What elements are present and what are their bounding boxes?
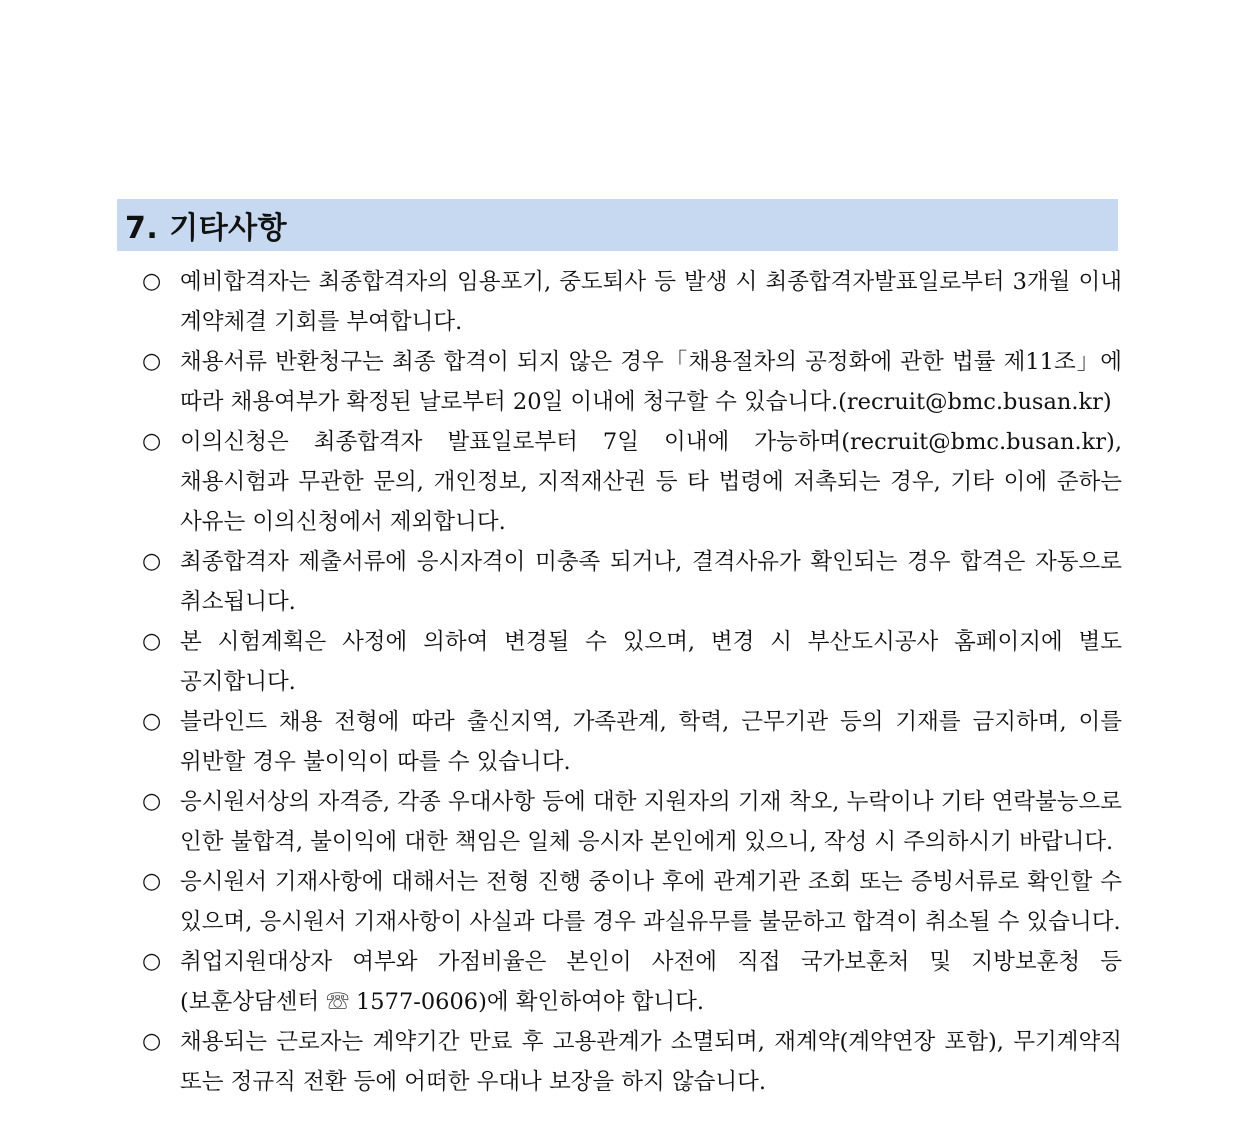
section-header	[117, 199, 1118, 251]
circle-bullet-icon: ○	[142, 549, 162, 574]
notice-text: 블라인드 채용 전형에 따라 출신지역, 가족관계, 학력, 근무기관 등의 기재를 금지하며, 이를 위반할 경우 불이익이 따를 수 있습니다.	[180, 709, 1122, 775]
notice-text: 취업지원대상자 여부와 가점비율은 본인이 사전에 직접 국가보훈처 및 지방보훈청 등(보훈상담센터 ☏ 1577-0606)에 확인하여야 합니다.	[180, 949, 1122, 1015]
notice-text: 응시원서 기재사항에 대해서는 전형 진행 중이나 후에 관계기관 조회 또는 증빙서류로 확인할 수 있으며, 응시원서 기재사항이 사실과 다를 경우 과실유무를 불문하고 합격이 취소될 수 있습니다.	[180, 869, 1122, 935]
notice-item	[140, 782, 1122, 862]
notice-item	[140, 422, 1122, 542]
notice-item	[140, 702, 1122, 782]
notice-text: 본 시험계획은 사정에 의하여 변경될 수 있으며, 변경 시 부산도시공사 홈페이지에 별도 공지합니다.	[180, 629, 1122, 695]
circle-bullet-icon: ○	[142, 349, 162, 374]
notice-item	[140, 342, 1122, 422]
notice-item	[140, 942, 1122, 1022]
circle-bullet-icon: ○	[142, 629, 162, 654]
circle-bullet-icon: ○	[142, 429, 162, 454]
notice-text: 응시원서상의 자격증, 각종 우대사항 등에 대한 지원자의 기재 착오, 누락이나 기타 연락불능으로 인한 불합격, 불이익에 대한 책임은 일체 응시자 본인에게 있으니, 작성 시 주의하시기 바랍니다.	[180, 789, 1122, 855]
circle-bullet-icon: ○	[142, 949, 162, 974]
notice-text: 채용서류 반환청구는 최종 합격이 되지 않은 경우「채용절차의 공정화에 관한 법률 제11조」에 따라 채용여부가 확정된 날로부터 20일 이내에 청구할 수 있습니다.(recruit@bmc.busan.kr)	[180, 349, 1122, 415]
notice-text: 예비합격자는 최종합격자의 임용포기, 중도퇴사 등 발생 시 최종합격자발표일로부터 3개월 이내 계약체결 기회를 부여합니다.	[180, 269, 1122, 335]
notice-item	[140, 622, 1122, 702]
circle-bullet-icon: ○	[142, 1029, 162, 1054]
notice-item	[140, 542, 1122, 622]
notice-list	[140, 262, 1122, 1102]
notice-text: 최종합격자 제출서류에 응시자격이 미충족 되거나, 결격사유가 확인되는 경우 합격은 자동으로 취소됩니다.	[180, 549, 1122, 615]
notice-item	[140, 262, 1122, 342]
notice-text: 이의신청은 최종합격자 발표일로부터 7일 이내에 가능하며(recruit@bmc.busan.kr), 채용시험과 무관한 문의, 개인정보, 지적재산권 등 타 법령에 저촉되는 경우, 기타 이에 준하는 사유는 이의신청에서 제외합니다.	[180, 429, 1122, 535]
circle-bullet-icon: ○	[142, 269, 162, 294]
notice-text: 채용되는 근로자는 계약기간 만료 후 고용관계가 소멸되며, 재계약(계약연장 포함), 무기계약직 또는 정규직 전환 등에 어떠한 우대나 보장을 하지 않습니다.	[180, 1029, 1122, 1095]
notice-item	[140, 862, 1122, 942]
circle-bullet-icon: ○	[142, 709, 162, 734]
notice-item	[140, 1022, 1122, 1102]
circle-bullet-icon: ○	[142, 789, 162, 814]
circle-bullet-icon: ○	[142, 869, 162, 894]
section-title: 7. 기타사항	[125, 211, 288, 246]
